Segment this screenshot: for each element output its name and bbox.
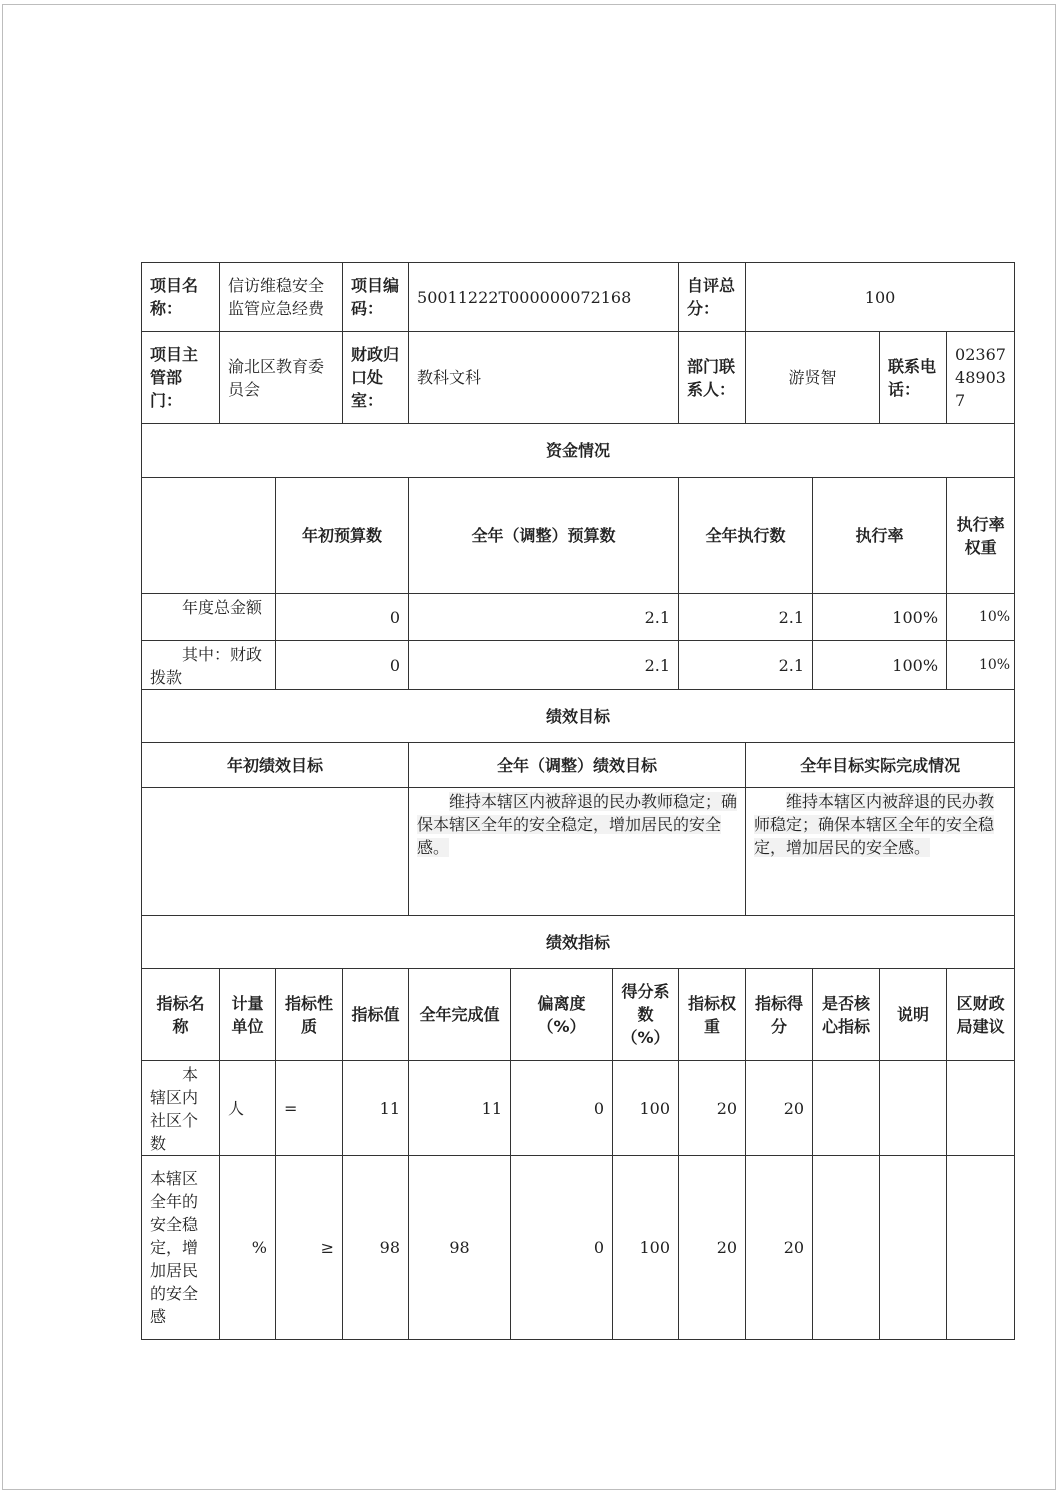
- dept-value: 渝北区教育委员会: [220, 332, 343, 424]
- ind-header-advice: 区财政局建议: [947, 969, 1015, 1061]
- ind-header-score: 指标得分: [746, 969, 813, 1061]
- funds-row-name: 年度总金额: [142, 594, 276, 641]
- indicator-core: [813, 1156, 880, 1340]
- header-row-2: [142, 332, 1015, 424]
- indicator-advice: [947, 1156, 1015, 1340]
- funds-row-executed: 2.1: [679, 594, 813, 641]
- indicator-actual: 11: [409, 1061, 511, 1156]
- funds-row-initial: 0: [276, 641, 409, 690]
- goals-content-row: [142, 788, 1015, 916]
- indicator-note: [880, 1061, 947, 1156]
- funds-row: [142, 641, 1015, 690]
- ind-header-actual: 全年完成值: [409, 969, 511, 1061]
- indicator-score: 20: [746, 1061, 813, 1156]
- performance-self-evaluation-table: [141, 262, 1015, 1340]
- funds-header-weight: 执行率权重: [947, 478, 1015, 594]
- ind-header-nature: 指标性质: [276, 969, 343, 1061]
- funds-row: [142, 594, 1015, 641]
- funds-row-initial: 0: [276, 594, 409, 641]
- indicator-value: 11: [343, 1061, 409, 1156]
- indicators-section-title: 绩效指标: [142, 916, 1015, 969]
- goals-actual-text-content: 维持本辖区内被辞退的民办教师稳定；确保本辖区全年的安全稳定，增加居民的安全感。: [754, 792, 995, 857]
- header-row-1: [142, 263, 1015, 332]
- funds-row-rate: 100%: [813, 594, 947, 641]
- goals-header-adjusted: 全年（调整）绩效目标: [409, 743, 746, 788]
- indicator-coef: 100: [613, 1061, 679, 1156]
- finance-office-label: 财政归口处室：: [343, 332, 409, 424]
- goals-adjusted-text: [409, 788, 746, 916]
- dept-label: 项目主管部门：: [142, 332, 220, 424]
- ind-header-deviation: 偏离度（%）: [511, 969, 613, 1061]
- ind-header-coef: 得分系数（%）: [613, 969, 679, 1061]
- goals-initial-text: [142, 788, 409, 916]
- funds-header-initial: 年初预算数: [276, 478, 409, 594]
- funds-header-blank: [142, 478, 276, 594]
- goals-adjusted-text-content: 维持本辖区内被辞退的民办教师稳定；确保本辖区全年的安全稳定，增加居民的安全感。: [417, 792, 738, 857]
- indicator-unit: %: [220, 1156, 276, 1340]
- funds-row-adjusted: 2.1: [409, 641, 679, 690]
- contact-label: 部门联系人：: [679, 332, 746, 424]
- indicator-core: [813, 1061, 880, 1156]
- indicator-row: [142, 1156, 1015, 1340]
- ind-header-value: 指标值: [343, 969, 409, 1061]
- indicator-coef: 100: [613, 1156, 679, 1340]
- funds-row-weight: 10%: [947, 594, 1015, 641]
- indicator-value: 98: [343, 1156, 409, 1340]
- ind-header-name: 指标名称: [142, 969, 220, 1061]
- phone-label: 联系电话：: [880, 332, 947, 424]
- funds-row-weight: 10%: [947, 641, 1015, 690]
- self-score-value: 100: [746, 263, 1015, 332]
- funds-row-rate: 100%: [813, 641, 947, 690]
- ind-header-weight: 指标权重: [679, 969, 746, 1061]
- indicator-weight: 20: [679, 1061, 746, 1156]
- indicator-advice: [947, 1061, 1015, 1156]
- project-name-value: 信访维稳安全监管应急经费: [220, 263, 343, 332]
- project-code-value: 50011222T000000072168: [409, 263, 679, 332]
- indicator-row: [142, 1061, 1015, 1156]
- funds-header-adjusted: 全年（调整）预算数: [409, 478, 679, 594]
- ind-header-unit: 计量单位: [220, 969, 276, 1061]
- ind-header-note: 说明: [880, 969, 947, 1061]
- finance-office-value: 教科文科: [409, 332, 679, 424]
- phone-value: 02367489037: [947, 332, 1015, 424]
- indicator-name: 本辖区全年的安全稳定，增加居民的安全感: [142, 1156, 220, 1340]
- goals-header-initial: 年初绩效目标: [142, 743, 409, 788]
- indicator-note: [880, 1156, 947, 1340]
- self-score-label: 自评总分：: [679, 263, 746, 332]
- funds-row-executed: 2.1: [679, 641, 813, 690]
- funds-header-row: [142, 478, 1015, 594]
- indicator-deviation: 0: [511, 1061, 613, 1156]
- funds-row-adjusted: 2.1: [409, 594, 679, 641]
- funds-header-rate: 执行率: [813, 478, 947, 594]
- ind-header-core: 是否核心指标: [813, 969, 880, 1061]
- contact-value: 游贤智: [746, 332, 880, 424]
- indicator-nature: ≥: [276, 1156, 343, 1340]
- project-name-label: 项目名称：: [142, 263, 220, 332]
- goals-header-row: [142, 743, 1015, 788]
- indicator-name: 本辖区内社区个数: [142, 1061, 220, 1156]
- indicator-unit: 人: [220, 1061, 276, 1156]
- indicator-score: 20: [746, 1156, 813, 1340]
- funds-section-title: 资金情况: [142, 424, 1015, 478]
- funds-row-name: 其中：财政拨款: [142, 641, 276, 690]
- goals-header-actual: 全年目标实际完成情况: [746, 743, 1015, 788]
- goals-section-title: 绩效目标: [142, 690, 1015, 743]
- goals-actual-text: [746, 788, 1015, 916]
- indicator-deviation: 0: [511, 1156, 613, 1340]
- indicator-nature: =: [276, 1061, 343, 1156]
- indicator-actual: 98: [409, 1156, 511, 1340]
- project-code-label: 项目编码：: [343, 263, 409, 332]
- funds-header-executed: 全年执行数: [679, 478, 813, 594]
- indicator-weight: 20: [679, 1156, 746, 1340]
- indicators-header-row: [142, 969, 1015, 1061]
